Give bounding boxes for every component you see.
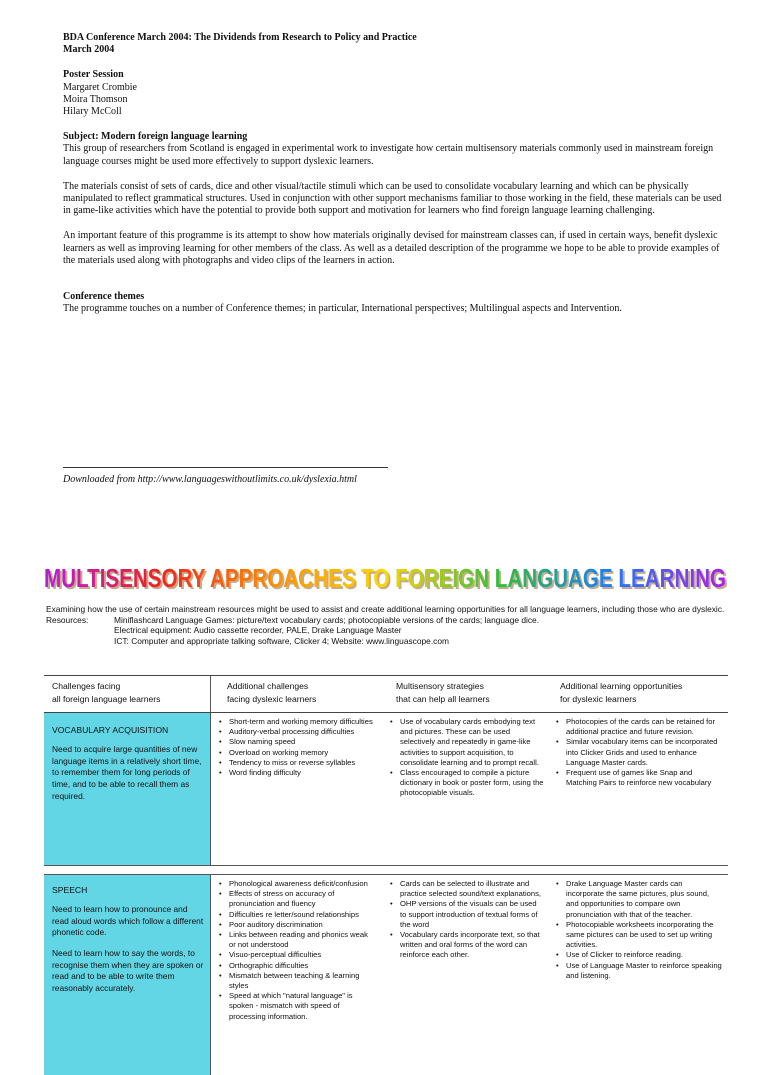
column-header-line: Challenges facing xyxy=(52,681,121,691)
list-item: • Overload on working memory xyxy=(219,748,376,758)
strategies-cell xyxy=(382,875,550,1075)
list-item: • Slow naming speed xyxy=(219,737,376,747)
table-header xyxy=(44,675,728,713)
list-item: • Cards can be selected to illustrate and practice selected sound/text explanations, xyxy=(390,879,544,899)
themes-heading: Conference themes xyxy=(63,291,145,303)
challenge-cell xyxy=(44,875,210,1075)
resources-row xyxy=(46,625,736,636)
list-item: • Links between reading and phonics weak or not understood xyxy=(219,930,376,950)
column-header xyxy=(210,676,382,712)
conference-title: BDA Conference March 2004: The Dividends from Research to Policy and Practice xyxy=(63,32,417,43)
opportunities-cell xyxy=(550,713,728,865)
poster-intro xyxy=(46,604,736,646)
list-item: • Auditory-verbal processing difficulties xyxy=(219,727,376,737)
list-item: • Photocopies of the cards can be retained for additional practice and future revision. xyxy=(556,717,722,737)
paragraph: The materials consist of sets of cards, dice and other visual/tactile stimuli which can be used to consolidate vocabulary learning and which can be physically manipulated to reflect grammatical structures. Used in conjunction with other support mechanisms familiar to those working in the field, these materials can be used in game-like activities which have the potential to provide both support and motivation for learners who find foreign language learning challenging. xyxy=(63,180,722,217)
challenge-heading: VOCABULARY ACQUISITION xyxy=(52,725,169,735)
column-header-line: facing dyslexic learners xyxy=(227,693,317,704)
list-item: • Tendency to miss or reverse syllables xyxy=(219,758,376,768)
list-item: • OHP versions of the visuals can be used to support introduction of textual forms of the word xyxy=(390,899,544,930)
author: Margaret Crombie xyxy=(63,81,137,93)
list-item: • Visuo-perceptual difficulties xyxy=(219,950,376,960)
intro-text: Examining how the use of certain mainstream resources might be used to assist and create additional learning opportunities for all language learners, including those who are dyslexic. xyxy=(46,604,725,614)
column-header-line: Multisensory strategies xyxy=(396,681,484,691)
list-item: • Class encouraged to compile a picture dictionary in book or poster form, using the photocopiable visuals. xyxy=(390,768,544,799)
table-row xyxy=(44,874,728,1075)
challenge-heading: SPEECH xyxy=(52,885,88,895)
paragraph: An important feature of this programme is its attempt to show how materials originally devised for mainstream classes can, if used in certain ways, benefit dyslexic learners as well as improving learning for other members of the class. As well as a detailed description of the programme we hope to be able to provide examples of the materials used along with photographs and video clips of the learners in action. xyxy=(63,230,720,266)
dyslexic-challenges-cell xyxy=(210,875,382,1075)
themes-text: The programme touches on a number of Conference themes; in particular, International perspectives; Multilingual aspects and Intervention. xyxy=(63,303,622,315)
list-item: • Difficulties re letter/sound relationships xyxy=(219,910,376,920)
challenge-text: Need to learn how to pronounce and read aloud words which follow a different phonetic code. xyxy=(52,904,204,938)
column-header-line: Additional challenges xyxy=(227,681,309,691)
poster-title: MULTISENSORY APPROACHES TO FOREIGN LANGUAGE LEARNING xyxy=(44,565,726,593)
list-item: • Phonological awareness deficit/confusion xyxy=(219,879,376,889)
challenge-text: Need to acquire large quantities of new language items in a relatively short time, to remember them for long periods of time, and to be able to recall them as required. xyxy=(52,744,202,801)
conference-date: March 2004 xyxy=(63,44,115,56)
list-item: • Speed at which "natural language" is spoken - mismatch with speed of processing information. xyxy=(219,991,376,1022)
subject-heading: Subject: Modern foreign language learning xyxy=(63,131,248,143)
column-header xyxy=(550,676,728,712)
list-item: • Drake Language Master cards can incorporate the same pictures, plus sound, and opportunities to compare own pronunciation with that of the teacher. xyxy=(556,879,722,920)
list-item: • Use of Language Master to reinforce speaking and listening. xyxy=(556,961,722,981)
challenge-text: Need to learn how to say the words, to recognise them when they are spoken or read and to be able to write them reasonably accurately. xyxy=(52,947,204,993)
list-item: • Use of vocabulary cards embodying text and pictures. These can be used selectively and repeatedly in game-like activities to support acquisition, to consolidate learning and to prompt recall. xyxy=(390,717,544,768)
column-header-line: that can help all learners xyxy=(396,693,490,704)
resource-item: ICT: Computer and appropriate talking software, Clicker 4; Website: www.linguascope.com xyxy=(114,635,449,646)
column-header-line: for dyslexic learners xyxy=(560,693,637,704)
column-header xyxy=(44,676,210,712)
list-item: • Effects of stress on accuracy of pronunciation and fluency xyxy=(219,889,376,909)
challenge-cell xyxy=(44,713,210,865)
resources-row xyxy=(46,615,736,626)
list-item: • Photocopiable worksheets incorporating the same pictures can be used to set up writing activities. xyxy=(556,920,722,951)
table-row xyxy=(44,713,728,866)
list-item: • Poor auditory discrimination xyxy=(219,920,376,930)
resources-label: Resources: xyxy=(46,614,89,625)
list-item: • Similar vocabulary items can be incorporated into Clicker Grids and used to enhance Language Master cards. xyxy=(556,737,722,768)
list-item: • Word finding difficulty xyxy=(219,768,376,778)
author: Hilary McColl xyxy=(63,106,122,118)
column-header xyxy=(382,676,550,712)
column-header-line: Additional learning opportunities xyxy=(560,681,683,691)
list-item: • Vocabulary cards incorporate text, so that written and oral forms of the word can reinforce each other. xyxy=(390,930,544,961)
dyslexic-challenges-cell xyxy=(210,713,382,865)
poster-title-shadow: MULTISENSORY APPROACHES TO FOREIGN LANGUAGE LEARNING xyxy=(46,567,728,595)
paragraph: This group of researchers from Scotland is engaged in experimental work to investigate how certain multisensory materials commonly used in mainstream foreign language courses might be used more effectively to support dyslexic learners. xyxy=(63,143,714,167)
poster-title-banner xyxy=(40,560,730,596)
column-header-line: all foreign language learners xyxy=(52,693,161,704)
resource-item: Electrical equipment: Audio cassette recorder, PALE, Drake Language Master xyxy=(114,625,402,636)
list-item: • Frequent use of games like Snap and Matching Pairs to reinforce new vocabulary xyxy=(556,768,722,788)
list-item: • Orthographic difficulties xyxy=(219,961,376,971)
resource-item: Miniflashcard Language Games: picture/text vocabulary cards; photocopiable versions of the cards; language dice. xyxy=(114,614,540,625)
footnote-divider xyxy=(63,467,388,468)
list-item: • Mismatch between teaching & learning styles xyxy=(219,971,376,991)
strategies-cell xyxy=(382,713,550,865)
document-header xyxy=(63,32,723,315)
list-item: • Use of Clicker to reinforce reading. xyxy=(556,950,722,960)
session-label: Poster Session xyxy=(63,69,124,81)
list-item: • Short-term and working memory difficulties xyxy=(219,717,376,727)
author: Moira Thomson xyxy=(63,93,128,105)
download-note: Downloaded from http://www.languageswithoutlimits.co.uk/dyslexia.html xyxy=(63,474,357,485)
resources-row xyxy=(46,636,736,647)
opportunities-cell xyxy=(550,875,728,1075)
strategy-table xyxy=(44,675,728,1075)
